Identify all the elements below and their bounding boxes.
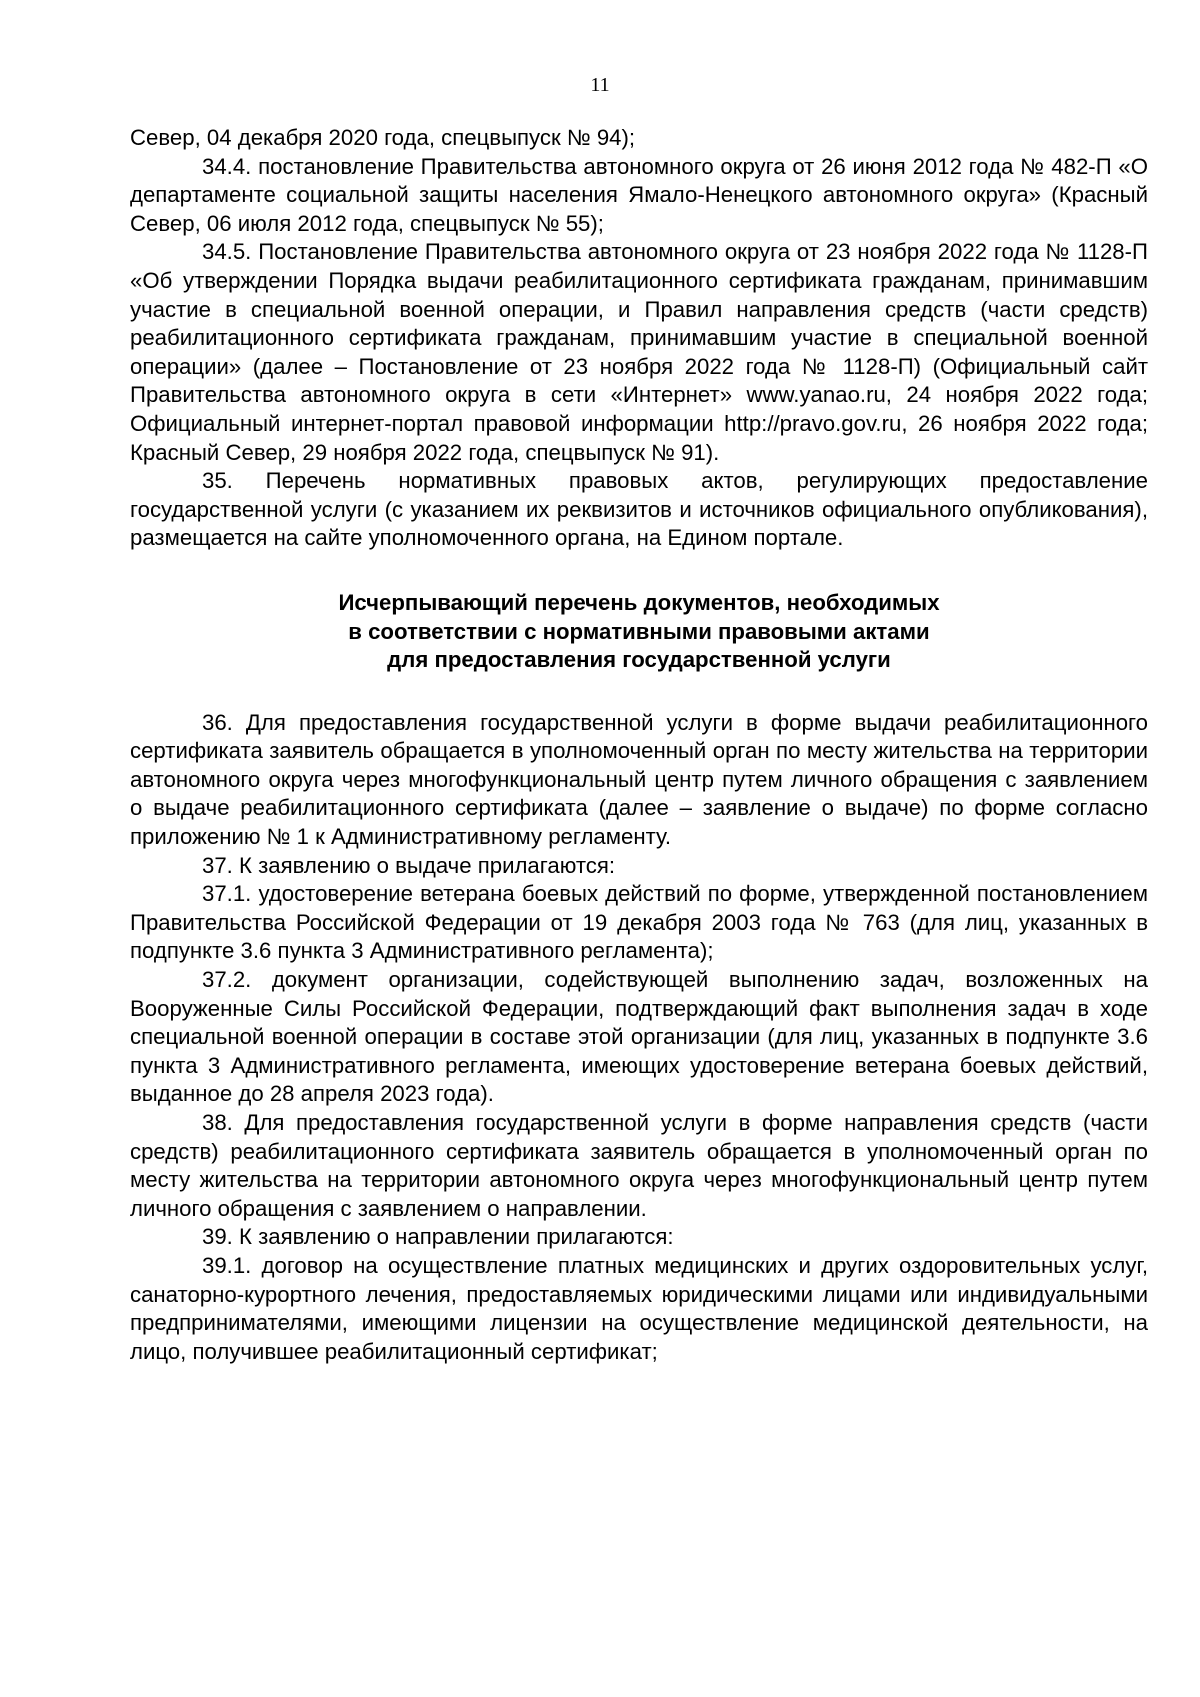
paragraph-37: 37. К заявлению о выдаче прилагаются: xyxy=(202,852,616,878)
paragraph-36: 36. Для предоставления государственной услуги в форме выдачи реабилитационного сертификата заявитель обращается в уполномоченный орган по месту жительства на территории автономного округа через многофункциональный центр путем личного обращения с заявлением о выдаче реабилитационного сертификата (далее – заявление о выдаче) по форме согласно приложению № 1 к Административному регламенту. xyxy=(130,709,1148,850)
paragraph-39: 39. К заявлению о направлении прилагаются: xyxy=(202,1224,674,1250)
section-heading-line: в соответствии с нормативными правовыми актами xyxy=(348,618,930,644)
paragraph-37-1: 37.1. удостоверение ветерана боевых действий по форме, утвержденной постановлением Правительства Российской Федерации от 19 декабря 2003 года № 763 (для лиц, указанных в подпункте 3.6 пункта 3 Административного регламента); xyxy=(130,881,1148,964)
paragraph-38: 38. Для предоставления государственной услуги в форме направления средств (части средств) реабилитационного сертификата заявитель обращается в уполномоченный орган по месту жительства на территории автономного округа через многофункциональный центр путем личного обращения с заявлением о направлении. xyxy=(130,1110,1148,1221)
page-number: 11 xyxy=(590,74,610,96)
section-heading-line: для предоставления государственной услуги xyxy=(387,647,891,673)
section-heading xyxy=(130,589,1148,675)
paragraph-39-1: 39.1. договор на осуществление платных медицинских и других оздоровительных услуг, санаторно-курортного лечения, предоставляемых юридическими лицами или индивидуальными предпринимателями, имеющими лицензии на осуществление медицинской деятельности, на лицо, получившее реабилитационный сертификат; xyxy=(130,1252,1148,1364)
paragraph-34-4: 34.4. постановление Правительства автономного округа от 26 июня 2012 года № 482-П «О департаменте социальной защиты населения Ямало-Ненецкого автономного округа» (Красный Север, 06 июля 2012 года, спецвыпуск № 55); xyxy=(130,153,1148,236)
document-body xyxy=(130,124,1148,1366)
paragraph-35: 35. Перечень нормативных правовых актов, регулирующих предоставление государственной услуги (с указанием их реквизитов и источников официального опубликования), размещается на сайте уполномоченного органа, на Едином портале. xyxy=(130,468,1148,551)
paragraph-34-5: 34.5. Постановление Правительства автономного округа от 23 ноября 2022 года № 1128-П «Об утверждении Порядка выдачи реабилитационного сертификата гражданам, принимавшим участие в специальной военной операции, и Правил направления средств (части средств) реабилитационного сертификата гражданам, принимавшим участие в специальной военной операции» (далее – Постановление от 23 ноября 2022 года № 1128-П) (Официальный сайт Правительства автономного округа в сети «Интернет» www.yanao.ru, 24 ноября 2022 года; Официальный интернет-портал правовой информации http://pravo.gov.ru, 26 ноября 2022 года; Красный Север, 29 ноября 2022 года, спецвыпуск № 91). xyxy=(130,239,1148,465)
paragraph-37-2: 37.2. документ организации, содействующей выполнению задач, возложенных на Вооруженные Силы Российской Федерации, подтверждающий факт выполнения задач в ходе специальной военной операции в составе этой организации (для лиц, указанных в подпункте 3.6 пункта 3 Административного регламента, имеющих удостоверение ветерана боевых действий, выданное до 28 апреля 2023 года). xyxy=(130,967,1148,1107)
section-heading-line: Исчерпывающий перечень документов, необходимых xyxy=(338,589,940,615)
paragraph-continuation: Север, 04 декабря 2020 года, спецвыпуск № 94); xyxy=(130,125,636,150)
